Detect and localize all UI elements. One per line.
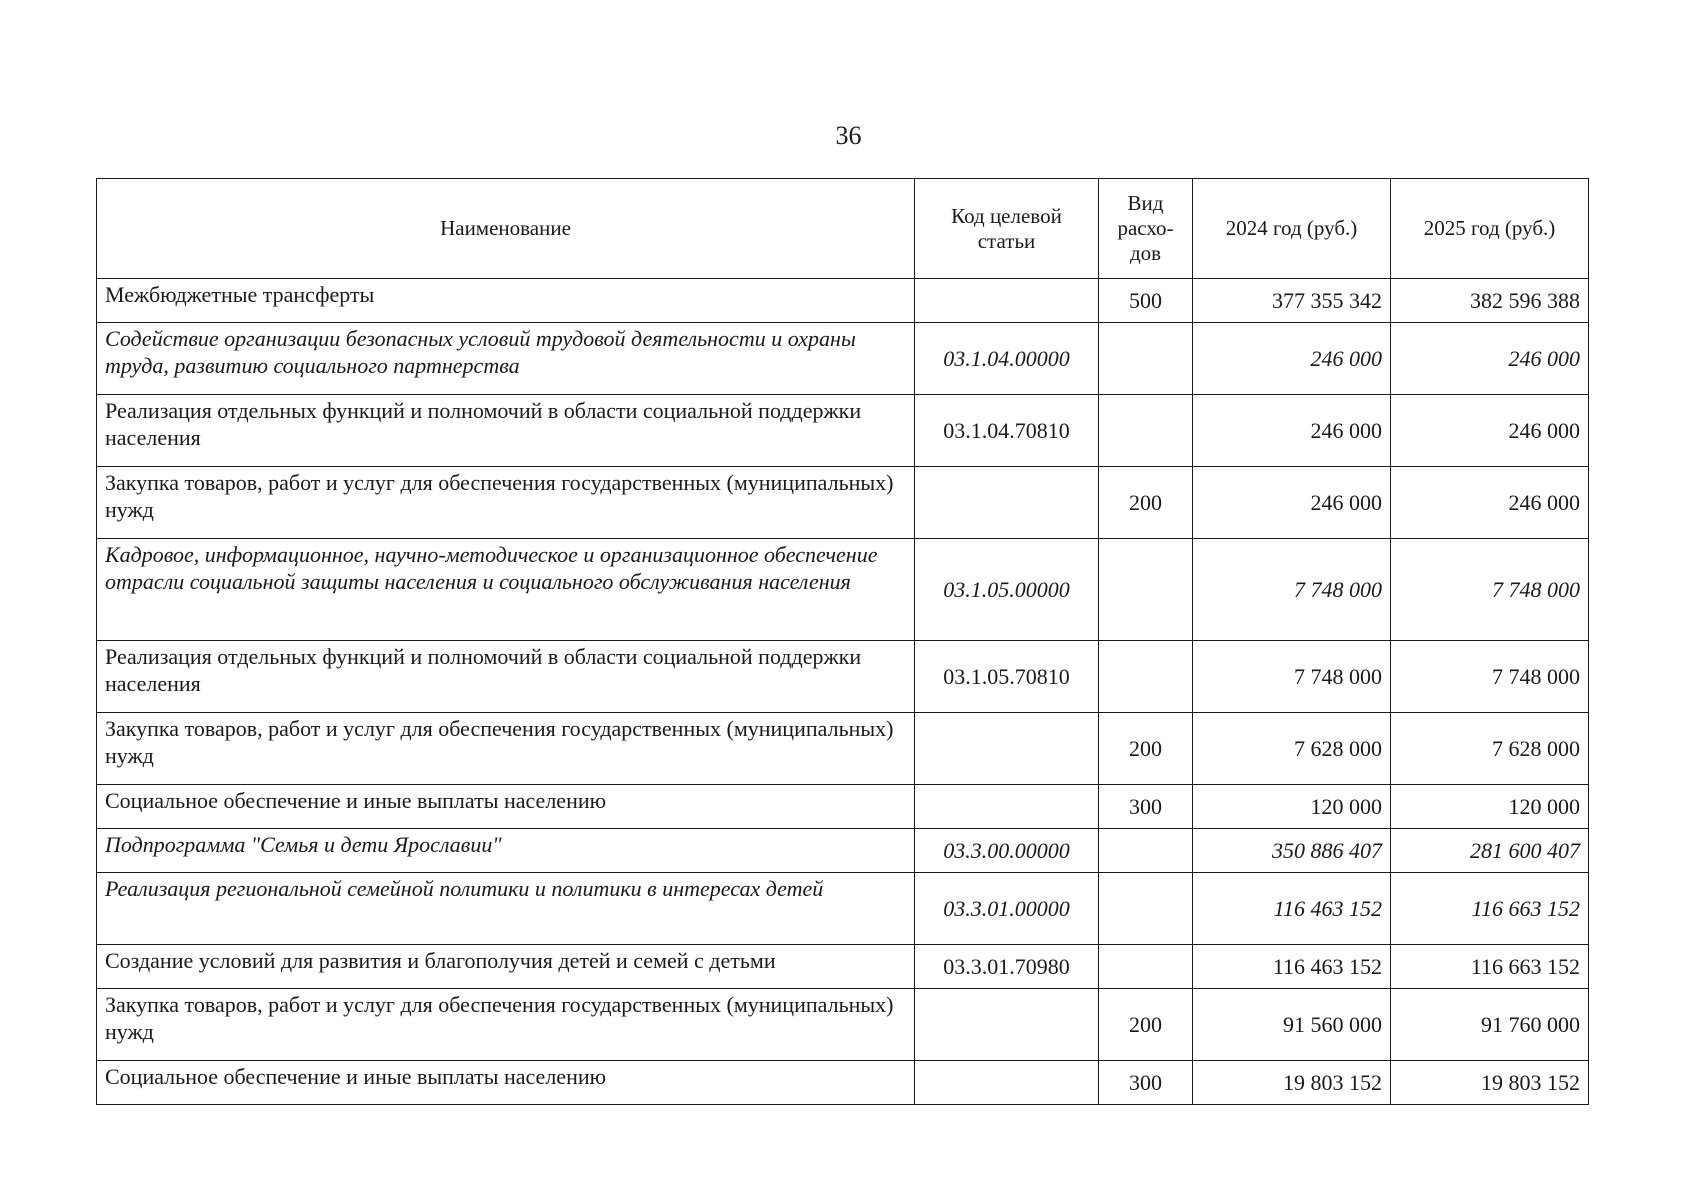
row-name: Подпрограмма "Семья и дети Ярославии" [97, 829, 915, 873]
row-amount-2024: 377 355 342 [1193, 279, 1391, 323]
row-name: Закупка товаров, работ и услуг для обеспечения государственных (муниципальных) нужд [97, 989, 915, 1061]
row-code: 03.3.01.70980 [915, 945, 1099, 989]
row-amount-2025: 91 760 000 [1391, 989, 1589, 1061]
row-amount-2024: 7 748 000 [1193, 539, 1391, 641]
row-code: 03.1.04.00000 [915, 323, 1099, 395]
row-amount-2025: 116 663 152 [1391, 873, 1589, 945]
row-expense-type: 200 [1099, 989, 1193, 1061]
row-expense-type [1099, 395, 1193, 467]
row-amount-2024: 7 628 000 [1193, 713, 1391, 785]
row-amount-2024: 91 560 000 [1193, 989, 1391, 1061]
row-amount-2024: 116 463 152 [1193, 873, 1391, 945]
row-amount-2024: 246 000 [1193, 467, 1391, 539]
table-row [97, 873, 1589, 945]
row-expense-type: 200 [1099, 467, 1193, 539]
row-name: Социальное обеспечение и иные выплаты населению [97, 1061, 915, 1105]
row-name: Закупка товаров, работ и услуг для обеспечения государственных (муниципальных) нужд [97, 713, 915, 785]
row-amount-2024: 246 000 [1193, 323, 1391, 395]
row-name: Кадровое, информационное, научно-методическое и организационное обеспечение отрасли социальной защиты населения и социального обслуживания населения [97, 539, 915, 641]
row-amount-2025: 19 803 152 [1391, 1061, 1589, 1105]
row-amount-2025: 116 663 152 [1391, 945, 1589, 989]
row-expense-type [1099, 829, 1193, 873]
table-row [97, 323, 1589, 395]
budget-table [96, 178, 1589, 1105]
row-amount-2025: 246 000 [1391, 395, 1589, 467]
row-code [915, 279, 1099, 323]
row-name: Закупка товаров, работ и услуг для обеспечения государственных (муниципальных) нужд [97, 467, 915, 539]
row-code [915, 1061, 1099, 1105]
row-expense-type [1099, 323, 1193, 395]
row-expense-type [1099, 641, 1193, 713]
table-row [97, 829, 1589, 873]
row-expense-type [1099, 873, 1193, 945]
row-name: Содействие организации безопасных условий трудовой деятельности и охраны труда, развитию социального партнерства [97, 323, 915, 395]
row-code [915, 713, 1099, 785]
row-code: 03.3.01.00000 [915, 873, 1099, 945]
table-row [97, 713, 1589, 785]
header-2024: 2024 год (руб.) [1193, 179, 1391, 279]
header-name: Наименование [97, 179, 915, 279]
table-body [97, 279, 1589, 1105]
row-name: Реализация региональной семейной политики и политики в интересах детей [97, 873, 915, 945]
row-expense-type: 300 [1099, 785, 1193, 829]
row-expense-type [1099, 945, 1193, 989]
row-name: Реализация отдельных функций и полномочий в области социальной поддержки населения [97, 641, 915, 713]
table-row [97, 395, 1589, 467]
table-row [97, 279, 1589, 323]
row-amount-2024: 120 000 [1193, 785, 1391, 829]
row-expense-type: 500 [1099, 279, 1193, 323]
table-row [97, 989, 1589, 1061]
row-name: Социальное обеспечение и иные выплаты населению [97, 785, 915, 829]
row-amount-2025: 7 748 000 [1391, 539, 1589, 641]
header-code: Код целевой статьи [915, 179, 1099, 279]
row-code [915, 989, 1099, 1061]
header-expense-type: Вид расхо-дов [1099, 179, 1193, 279]
row-amount-2024: 350 886 407 [1193, 829, 1391, 873]
row-amount-2024: 116 463 152 [1193, 945, 1391, 989]
row-code: 03.3.00.00000 [915, 829, 1099, 873]
page-number: 36 [835, 121, 862, 150]
row-amount-2025: 246 000 [1391, 323, 1589, 395]
table-row [97, 641, 1589, 713]
row-code [915, 467, 1099, 539]
row-expense-type: 300 [1099, 1061, 1193, 1105]
row-amount-2024: 19 803 152 [1193, 1061, 1391, 1105]
row-code [915, 785, 1099, 829]
table-row [97, 945, 1589, 989]
row-code: 03.1.04.70810 [915, 395, 1099, 467]
table-row [97, 539, 1589, 641]
table-row [97, 785, 1589, 829]
row-expense-type [1099, 539, 1193, 641]
header-2025: 2025 год (руб.) [1391, 179, 1589, 279]
row-amount-2025: 7 748 000 [1391, 641, 1589, 713]
table-header-row [97, 179, 1589, 279]
row-amount-2024: 7 748 000 [1193, 641, 1391, 713]
table-row [97, 1061, 1589, 1105]
row-amount-2025: 246 000 [1391, 467, 1589, 539]
row-name: Создание условий для развития и благополучия детей и семей с детьми [97, 945, 915, 989]
row-name: Реализация отдельных функций и полномочий в области социальной поддержки населения [97, 395, 915, 467]
row-expense-type: 200 [1099, 713, 1193, 785]
row-amount-2025: 281 600 407 [1391, 829, 1589, 873]
row-amount-2024: 246 000 [1193, 395, 1391, 467]
row-code: 03.1.05.70810 [915, 641, 1099, 713]
row-amount-2025: 382 596 388 [1391, 279, 1589, 323]
row-name: Межбюджетные трансферты [97, 279, 915, 323]
row-code: 03.1.05.00000 [915, 539, 1099, 641]
row-amount-2025: 7 628 000 [1391, 713, 1589, 785]
row-amount-2025: 120 000 [1391, 785, 1589, 829]
table-row [97, 467, 1589, 539]
